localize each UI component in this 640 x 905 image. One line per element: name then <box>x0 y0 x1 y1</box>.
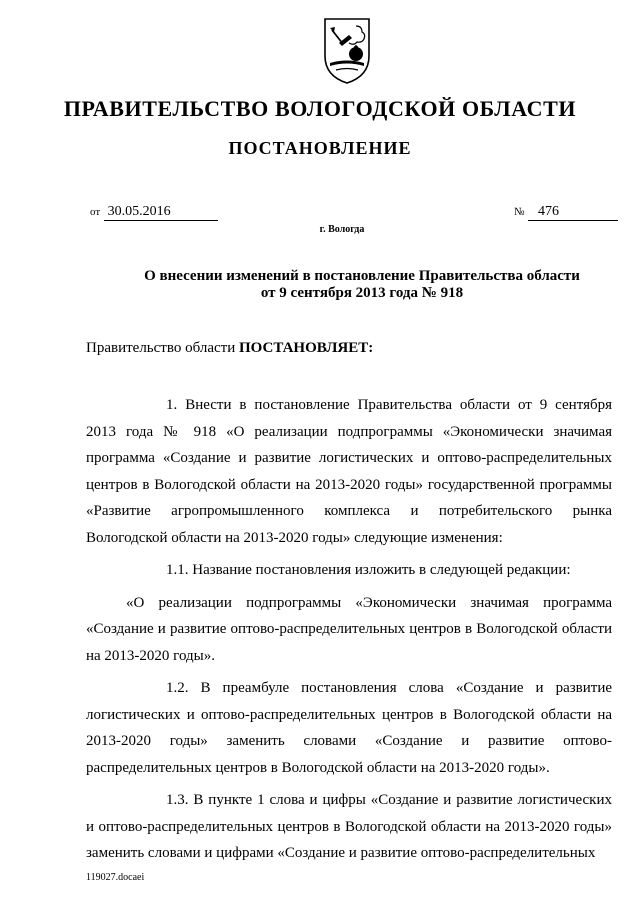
file-code: 119027.docaei <box>86 872 145 883</box>
paragraph-number: 1.3. <box>166 792 189 808</box>
paragraph-text: Внести в постановление Правительства области от 9 сентября 2013 года № 918 «О реализации подпрограммы «Экономически значимая программа «Создание и развитие логистических и оптово-распределительных центров в Вологодской области на 2013-2020 годы» государственной программы «Развитие агропромышленного комплекса и потребительского рынка Вологодской области на 2013-2020 годы» следующие изменения: <box>86 397 612 546</box>
preamble <box>86 340 373 357</box>
subject-line-1: О внесении изменений в постановление Правительства области <box>144 268 580 284</box>
number-prefix: № <box>514 206 525 218</box>
paragraph-text: В пункте 1 слова и цифры «Создание и развитие логистических и оптово-распределительных центров в Вологодской области на 2013-2020 годы» заменить словами и цифрами «Создание и развитие оптово-распределительных <box>86 792 612 861</box>
number-row <box>514 204 618 221</box>
paragraph-text: Название постановления изложить в следующей редакции: <box>192 562 571 578</box>
city: г. Вологда <box>319 224 365 235</box>
paragraph-text: В преамбуле постановления слова «Создание и развитие логистических и оптово-распределительных центров в Вологодской области на 2013-2020 годы» заменить словами «Создание и развитие оптово-распределительных центров в Вологодской области на 2013-2020 годы». <box>86 680 613 776</box>
date-row <box>90 204 218 221</box>
coat-of-arms-icon <box>322 16 372 86</box>
preamble-resolves: ПОСТАНОВЛЯЕТ: <box>238 340 374 356</box>
paragraph-1 <box>86 392 612 551</box>
paragraph-number: 1.1. <box>166 562 189 578</box>
date-prefix: от <box>90 206 101 218</box>
paragraph-text: «О реализации подпрограммы «Экономически значимая программа «Создание и развитие оптово-распределительных центров в Вологодской области на 2013-2020 годы». <box>86 594 612 664</box>
paragraph-number: 1. <box>166 397 178 413</box>
document-number: 476 <box>528 204 618 221</box>
paragraph-1-1 <box>86 557 612 584</box>
document-body <box>86 392 612 867</box>
paragraph-1-3 <box>86 787 612 867</box>
document-subject <box>0 268 640 302</box>
document-kind: ПОСТАНОВЛЕНИЕ <box>228 138 412 158</box>
document-date: 30.05.2016 <box>104 204 218 221</box>
paragraph-1-1-quote <box>86 590 612 670</box>
government-title: ПРАВИТЕЛЬСТВО ВОЛОГОДСКОЙ ОБЛАСТИ <box>63 96 577 121</box>
paragraph-1-2 <box>86 675 612 781</box>
paragraph-number: 1.2. <box>166 680 189 696</box>
subject-line-2: от 9 сентября 2013 года № 918 <box>260 285 464 301</box>
preamble-lead: Правительство области <box>86 340 239 356</box>
